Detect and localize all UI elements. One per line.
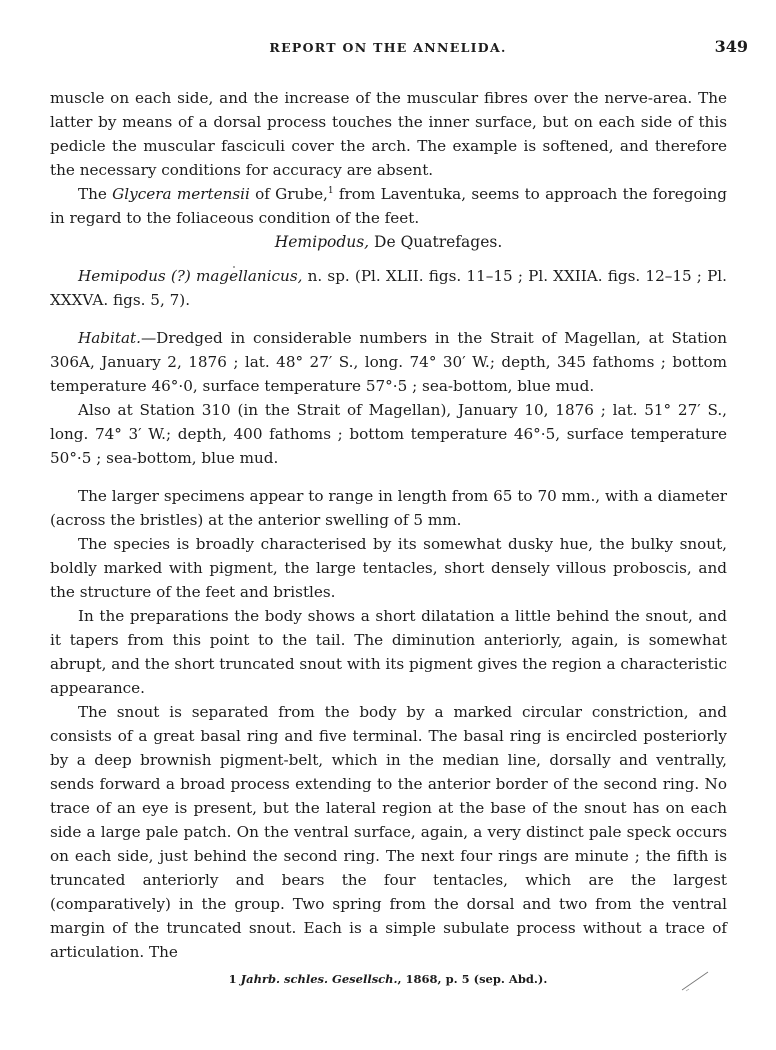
- footnote: [0, 972, 776, 986]
- paragraph-muscle: muscle on each side, and the increase of the muscular fibres over the nerve-area. The latter by means of a dorsal process touches the inner surface, but on each side of this pedicle the muscular fasciculi cover the arch. The example is softened, and therefore the necessary conditions for accuracy are absent.: [50, 89, 727, 179]
- habitat-text: —Dredged in considerable numbers in the Strait of Magellan, at Station 306A, January 2, 1876 ; lat. 48° 27′ S., long. 74° 30′ W.; depth, 345 fathoms ; bottom temperature 46°·0, surface temperature 57°·5 ; sea-bottom, blue mud.: [50, 329, 727, 395]
- size-paragraph: The larger specimens appear to range in length from 65 to 70 mm., with a diameter (across the bristles) at the anterior swelling of 5 mm.: [50, 487, 727, 529]
- body-text: [50, 86, 727, 964]
- body-shape-paragraph: In the preparations the body shows a short dilatation a little behind the snout, and it tapers from this point to the tail. The diminution anteriorly, again, is somewhat abrupt, and the short truncated snout with its pigment gives the region a characteristic appearance.: [50, 607, 727, 697]
- habitat-paragraph: [50, 326, 727, 398]
- species-entry: [50, 264, 727, 312]
- station-310-paragraph: Also at Station 310 (in the Strait of Magellan), January 10, 1876 ; lat. 51° 27′ S., long. 74° 3′ W.; depth, 400 fathoms ; bottom temperature 46°·5, surface temperature 50°·5 ; sea-bottom, blue mud.: [50, 401, 727, 467]
- genus-name: Hemipodus,: [274, 233, 370, 251]
- glycera-pre: The: [78, 185, 113, 203]
- running-title: REPORT ON THE ANNELIDA.: [269, 40, 507, 55]
- glycera-species-name: Glycera mertensii: [112, 185, 250, 203]
- footnote-detail: , 1868, p. 5 (sep. Abd.).: [397, 972, 548, 986]
- glycera-post: from Laventuka, seems to approach the foregoing in regard to the foliaceous condition of the feet.: [50, 185, 727, 227]
- characters-paragraph: The species is broadly characterised by its somewhat dusky hue, the bulky snout, boldly marked with pigment, the large tentacles, short densely villous proboscis, and the structure of the feet and bristles.: [50, 535, 727, 601]
- snout-paragraph: The snout is separated from the body by a marked circular constriction, and consists of a great basal ring and five terminal. The basal ring is encircled posteriorly by a deep brownish pigment-belt, which in the median line, dorsally and ventrally, sends forward a broad process extending to the anterior border of the second ring. No trace of an eye is present, but the lateral region at the base of the snout has on each side a large pale patch. On the ventral surface, again, a very distinct pale speck occurs on each side, just behind the second ring. The next four rings are minute ; the fifth is truncated anteriorly and bears the four tentacles, which are the largest (comparatively) in the group. Two spring from the dorsal and two from the ventral margin of the truncated snout. Each is a simple subulate process without a trace of articulation. The: [50, 703, 727, 961]
- section-heading: [50, 230, 727, 254]
- footnote-number: 1: [228, 972, 237, 986]
- habitat-label: Habitat.: [78, 329, 141, 347]
- pencil-mark-icon: [680, 970, 710, 992]
- glycera-mid: of Grube,: [249, 185, 328, 203]
- running-head: [22, 37, 754, 62]
- species-plates: n. sp. (Pl. XLII. figs. 11–15 ; Pl. XXIIA. figs. 12–15 ; Pl. XXXVA. figs. 5, 7).: [50, 267, 727, 309]
- species-name: Hemipodus (?) magellanicus,: [78, 267, 303, 285]
- footnote-reference: 1: [327, 186, 334, 196]
- paragraph-glycera: [50, 182, 727, 230]
- genus-author: De Quatrefages.: [369, 233, 503, 251]
- page-number: 349: [714, 37, 748, 56]
- footnote-source: Jahrb. schles. Gesellsch.: [240, 972, 398, 986]
